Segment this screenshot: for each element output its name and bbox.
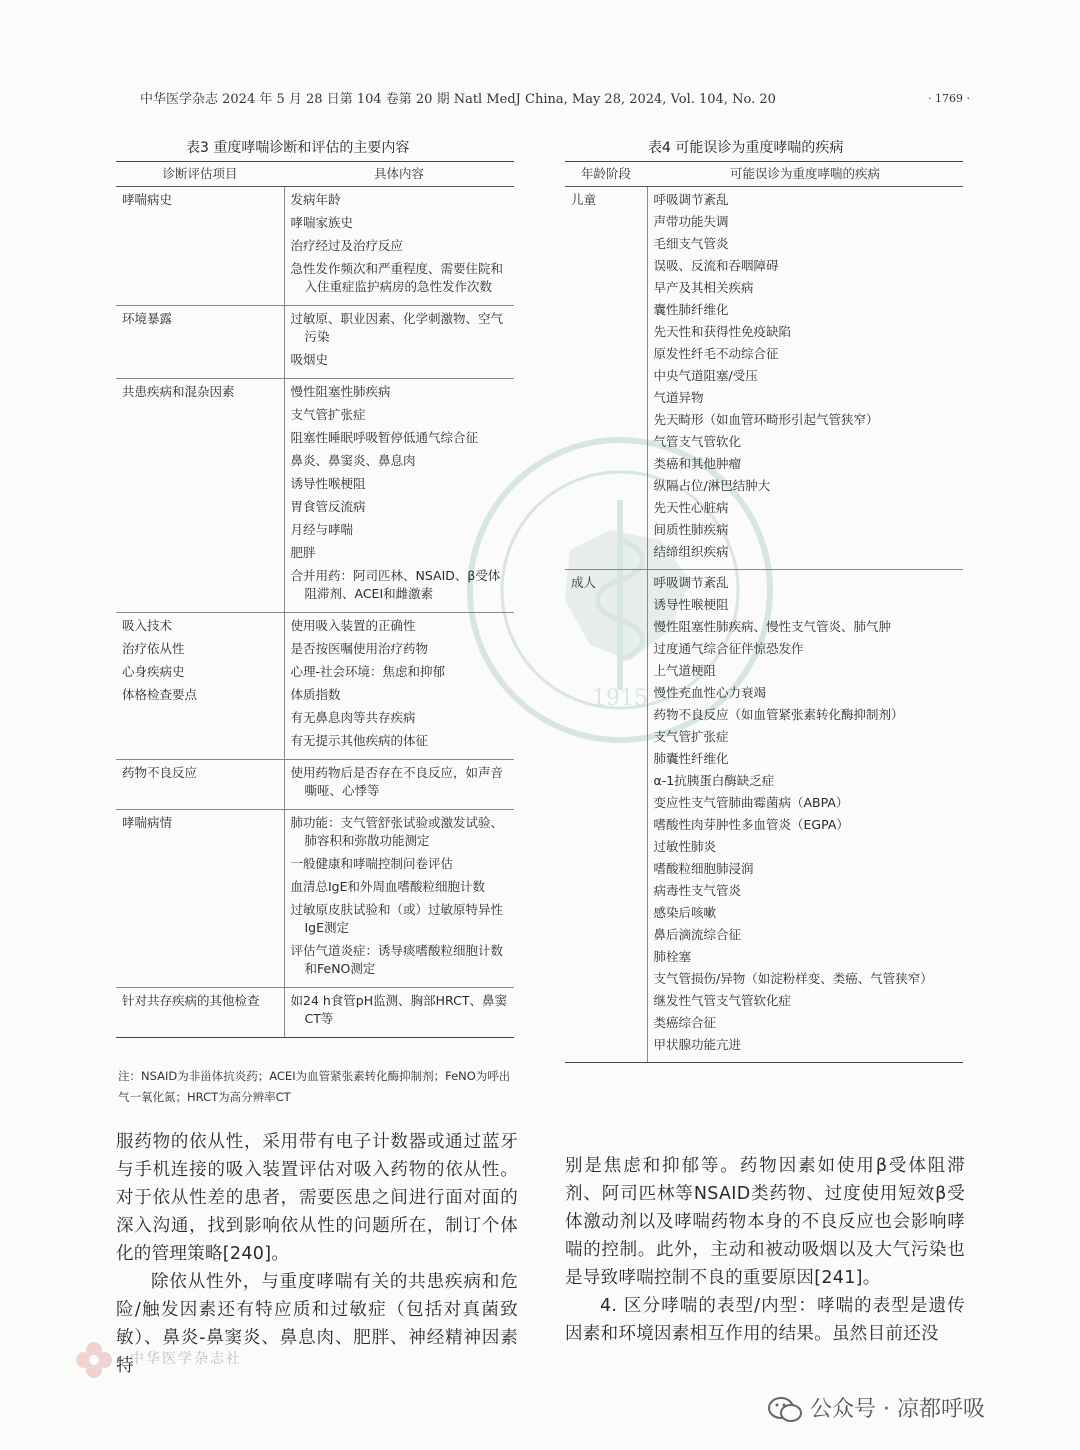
disease-item: 上气道梗阻 [653, 663, 717, 678]
disease-item: 过敏性肺炎 [653, 839, 717, 854]
disease-item: 支气管损伤/异物（如淀粉样变、类癌、气管狭窄） [653, 971, 933, 986]
table3-content-cell [284, 613, 514, 760]
assessment-item: 哮喘病情 [122, 815, 173, 830]
disease-item: 病毒性支气管炎 [653, 883, 742, 898]
assessment-item: 吸入技术 [122, 618, 173, 633]
table-row [116, 613, 514, 760]
age-stage-cell: 成人 [565, 570, 647, 1063]
page-number: · 1769 · [928, 92, 970, 105]
disease-item: 早产及其相关疾病 [653, 280, 754, 295]
age-stage-cell: 儿童 [565, 187, 647, 570]
table-row [116, 187, 514, 306]
table-row [116, 760, 514, 810]
seal-year: 1915 [592, 686, 648, 711]
disease-item: 诱导性喉梗阻 [653, 597, 729, 612]
table3-item-cell [116, 306, 284, 379]
content-item: 发病年龄 [290, 192, 341, 207]
content-item: 体质指数 [290, 687, 341, 702]
disease-item: 药物不良反应（如血管紧张素转化酶抑制剂） [653, 707, 904, 722]
disease-item: 慢性充血性心力衰竭 [653, 685, 767, 700]
assessment-item: 哮喘病史 [122, 192, 173, 207]
content-item: 慢性阻塞性肺疾病 [290, 384, 391, 399]
assessment-item: 体格检查要点 [122, 687, 198, 702]
table4-caption: 表4 可能误诊为重度哮喘的疾病 [648, 140, 844, 156]
disease-item: 误吸、反流和吞咽障碍 [653, 258, 779, 273]
table3-content-cell [284, 306, 514, 379]
content-item: 急性发作频次和严重程度、需要住院和入住重症监护病房的急性发作次数 [290, 261, 504, 294]
disease-item: 肺栓塞 [653, 949, 692, 964]
disease-item: 嗜酸性肉芽肿性多血管炎（EGPA） [653, 817, 849, 832]
content-item: 一般健康和哮喘控制问卷评估 [290, 856, 454, 871]
disease-item: 纵隔占位/淋巴结肿大 [653, 478, 771, 493]
table3-item-cell [116, 613, 284, 760]
table-row [116, 379, 514, 613]
publisher-name: 中华医学杂志社 [130, 1351, 242, 1367]
disease-item: 类癌和其他肿瘤 [653, 456, 742, 471]
table3-item-cell [116, 810, 284, 988]
disease-item: 肺囊性纤维化 [653, 751, 729, 766]
table3-header-content: 具体内容 [284, 162, 514, 187]
disease-item: 过度通气综合征伴惊恐发作 [653, 641, 804, 656]
table3-content-cell [284, 187, 514, 306]
assessment-item: 药物不良反应 [122, 765, 198, 780]
assessment-item: 环境暴露 [122, 311, 173, 326]
disease-item: 感染后咳嗽 [653, 905, 717, 920]
content-item: 阻塞性睡眠呼吸暂停低通气综合征 [290, 430, 479, 445]
disease-list-cell [647, 570, 963, 1063]
disease-item: 类癌综合征 [653, 1015, 717, 1030]
disease-item: 气管支气管软化 [653, 434, 742, 449]
disease-list-cell [647, 187, 963, 570]
content-item: 哮喘家族史 [290, 215, 354, 230]
table3-item-cell [116, 187, 284, 306]
content-item: 过敏原皮肤试验和（或）过敏原特异性IgE测定 [290, 902, 504, 935]
content-item: 血清总IgE和外周血嗜酸粒细胞计数 [290, 879, 486, 894]
table-row [116, 306, 514, 379]
content-item: 肥胖 [290, 545, 316, 560]
content-item: 诱导性喉梗阻 [290, 476, 366, 491]
disease-item: 原发性纤毛不动综合征 [653, 346, 779, 361]
publisher-flower-logo [72, 1338, 116, 1382]
disease-item: 囊性肺纤维化 [653, 302, 729, 317]
disease-item: 鼻后滴流综合征 [653, 927, 742, 942]
disease-item: 慢性阻塞性肺疾病、慢性支气管炎、肺气肿 [653, 619, 892, 634]
table-row [565, 570, 963, 1063]
disease-item: 毛细支气管炎 [653, 236, 729, 251]
content-item: 使用吸入装置的正确性 [290, 618, 416, 633]
assessment-item: 心身疾病史 [122, 664, 185, 679]
disease-item: 呼吸调节紊乱 [653, 192, 729, 207]
disease-item: 甲状腺功能亢进 [653, 1037, 742, 1052]
disease-item: 结缔组织疾病 [653, 544, 729, 559]
table3-item-cell [116, 760, 284, 810]
disease-item: 变应性支气管肺曲霉菌病（ABPA） [653, 795, 849, 810]
wechat-account-label [768, 1392, 985, 1424]
assessment-item: 治疗依从性 [122, 641, 185, 656]
content-item: 肺功能：支气管舒张试验或激发试验、肺容积和弥散功能测定 [290, 815, 504, 848]
disease-item: 呼吸调节紊乱 [653, 575, 729, 590]
content-item: 是否按医嘱使用治疗药物 [290, 641, 429, 656]
content-item: 合并用药：阿司匹林、NSAID、β受体阻滞剂、ACEI和雌激素 [290, 568, 501, 601]
table-row [565, 187, 963, 570]
disease-item: 先天畸形（如血管环畸形引起气管狭窄） [653, 412, 879, 427]
table3-caption: 表3 重度哮喘诊断和评估的主要内容 [186, 140, 410, 156]
table4-header-diseases: 可能误诊为重度哮喘的疾病 [647, 162, 963, 187]
disease-item: α-1抗胰蛋白酶缺乏症 [653, 773, 775, 788]
disease-item: 先天性心脏病 [653, 500, 729, 515]
table3-content-cell [284, 760, 514, 810]
body-left-paragraph-1: 服药物的依从性，采用带有电子计数器或通过蓝牙与手机连接的吸入装置评估对吸入药物的依从性。对于依从性差的患者，需要医患之间进行面对面的深入沟通，找到影响依从性的问题所在，制订个体化的管理策略[240]。 [116, 1132, 518, 1264]
content-item: 月经与哮喘 [290, 522, 354, 537]
content-item: 支气管扩张症 [290, 407, 366, 422]
body-left-column [116, 1128, 518, 1380]
disease-item: 气道异物 [653, 390, 704, 405]
content-item: 治疗经过及治疗反应 [290, 238, 404, 253]
wechat-icon [768, 1396, 802, 1424]
table3-content-cell [284, 988, 514, 1038]
disease-item: 中央气道阻塞/受压 [653, 368, 758, 383]
disease-item: 先天性和获得性免疫缺陷 [653, 324, 792, 339]
content-item: 吸烟史 [290, 352, 329, 367]
content-item: 胃食管反流病 [290, 499, 366, 514]
table4-header-stage: 年龄阶段 [565, 162, 647, 187]
table3-item-cell [116, 379, 284, 613]
content-item: 鼻炎、鼻窦炎、鼻息肉 [290, 453, 416, 468]
disease-item: 间质性肺疾病 [653, 522, 729, 537]
content-item: 心理-社会环境：焦虑和抑郁 [290, 664, 446, 679]
table3-content-cell [284, 379, 514, 613]
body-right-paragraph-1: 别是焦虑和抑郁等。药物因素如使用β受体阻滞剂、阿司匹林等NSAID类药物、过度使用短效β受体激动剂以及哮喘药物本身的不良反应也会影响哮喘的控制。此外，主动和被动吸烟以及大气污染也是导致哮喘控制不良的重要原因[241]。 [565, 1156, 965, 1288]
body-right-paragraph-2: 4. 区分哮喘的表型/内型：哮喘的表型是遗传因素和环境因素相互作用的结果。虽然目前还没 [565, 1296, 965, 1344]
table-row [116, 988, 514, 1038]
content-item: 评估气道炎症：诱导痰嗜酸粒细胞计数和FeNO测定 [290, 943, 504, 976]
content-item: 有无提示其他疾病的体征 [290, 733, 429, 748]
table3 [116, 161, 514, 1038]
table-row [116, 810, 514, 988]
assessment-item: 共患疾病和混杂因素 [122, 384, 235, 399]
table3-content-cell [284, 810, 514, 988]
disease-item: 继发性气管支气管软化症 [653, 993, 792, 1008]
content-item: 有无鼻息肉等共存疾病 [290, 710, 416, 725]
wechat-account-name: 公众号 · 凉都呼吸 [810, 1397, 985, 1422]
table3-note: 注：NSAID为非甾体抗炎药；ACEI为血管紧张素转化酶抑制剂；FeNO为呼出气一氧化氮；HRCT为高分辨率CT [118, 1069, 511, 1104]
disease-item: 支气管扩张症 [653, 729, 729, 744]
disease-item: 嗜酸粒细胞肺浸润 [653, 861, 754, 876]
table3-item-cell [116, 988, 284, 1038]
assessment-item: 针对共存疾病的其他检查 [122, 993, 260, 1008]
disease-item: 声带功能失调 [653, 214, 729, 229]
body-right-column [565, 1152, 965, 1348]
body-left-paragraph-2: 除依从性外，与重度哮喘有关的共患疾病和危险/触发因素还有特应质和过敏症（包括对真菌致敏）、鼻炎-鼻窦炎、鼻息肉、肥胖、神经精神因素特 [116, 1272, 518, 1376]
table4 [565, 161, 963, 1063]
table3-header-item: 诊断评估项目 [116, 162, 284, 187]
content-item: 如24 h食管pH监测、胸部HRCT、鼻窦CT等 [290, 993, 507, 1026]
content-item: 过敏原、职业因素、化学刺激物、空气污染 [290, 311, 504, 344]
content-item: 使用药物后是否存在不良反应，如声音嘶哑、心悸等 [290, 765, 504, 798]
journal-line: 中华医学杂志 2024 年 5 月 28 日第 104 卷第 20 期 Natl MedJ China, May 28, 2024, Vol. 104, No. 20 [140, 92, 776, 107]
